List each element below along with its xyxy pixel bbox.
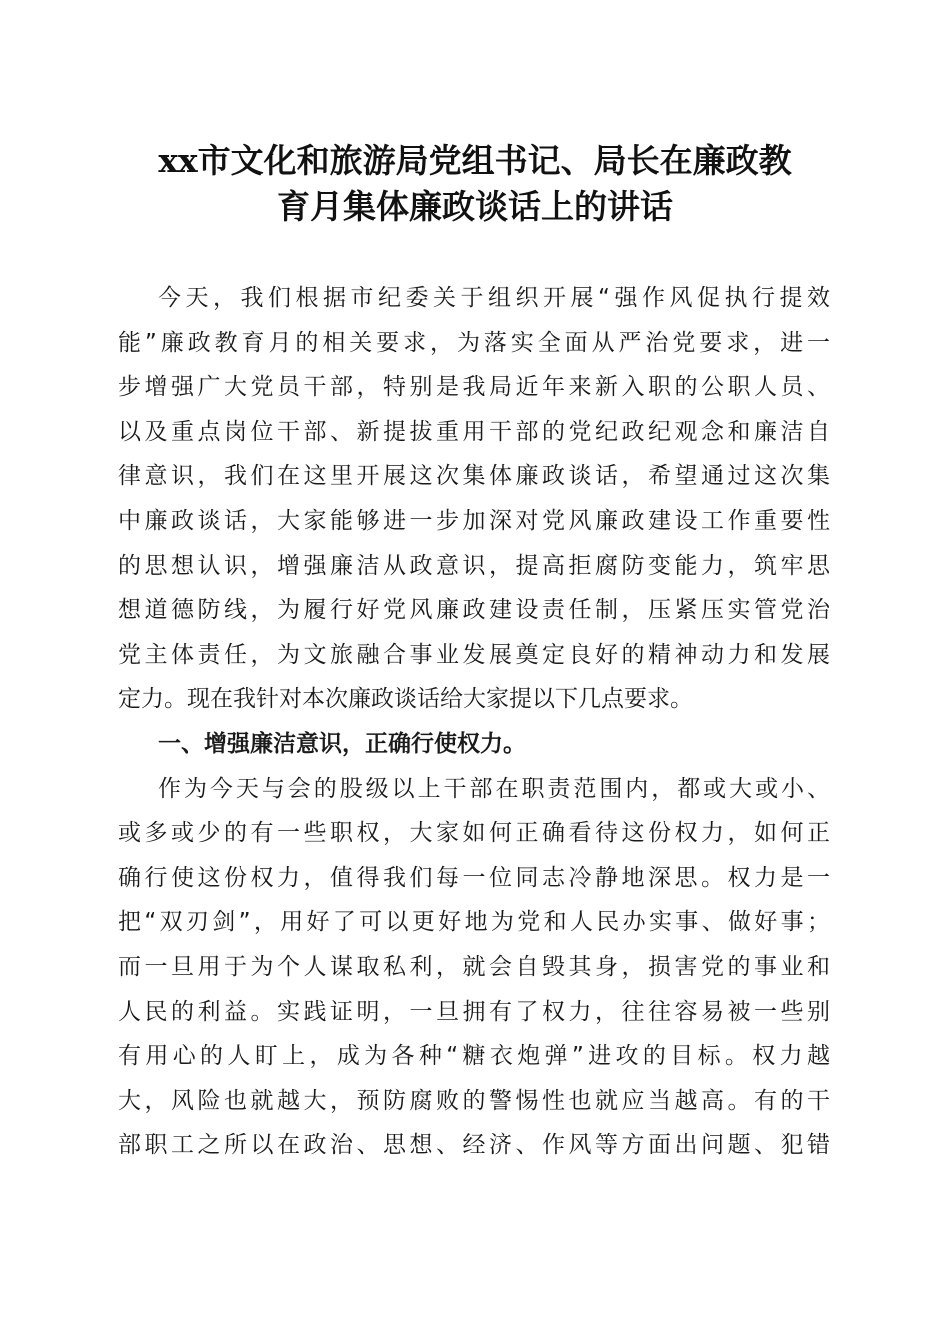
paragraph-line: 的思想认识，增强廉洁从政意识，提高拒腐防变能力，筑牢思 <box>118 552 830 579</box>
paragraph-line: 以及重点岗位干部、新提拔重用干部的党纪政纪观念和廉洁自 <box>118 418 830 445</box>
paragraph-line: 大，风险也就越大，预防腐败的警惕性也就应当越高。有的干 <box>118 1087 830 1114</box>
document-body <box>118 276 830 1168</box>
paragraph-line: 律意识，我们在这里开展这次集体廉政谈话，希望通过这次集 <box>118 463 830 490</box>
document-title <box>100 138 850 230</box>
paragraph-line: 人民的利益。实践证明，一旦拥有了权力，往往容易被一些别 <box>118 998 830 1025</box>
paragraph-2 <box>118 767 830 1168</box>
paragraph-line: 想道德防线，为履行好党风廉政建设责任制，压紧压实管党治 <box>118 597 830 624</box>
paragraph-line: 把“双刃剑”，用好了可以更好地为党和人民办实事、做好事； <box>118 909 830 936</box>
paragraph-line: 确行使这份权力，值得我们每一位同志冷静地深思。权力是一 <box>118 864 830 891</box>
title-line: 育月集体廉政谈话上的讲话 <box>277 187 673 226</box>
paragraph-line: 或多或少的有一些职权，大家如何正确看待这份权力，如何正 <box>118 820 830 847</box>
section-heading: 一、增强廉洁意识，正确行使权力。 <box>158 730 526 757</box>
paragraph-line: 今天，我们根据市纪委关于组织开展“强作风促执行提效 <box>158 285 830 311</box>
paragraph-line: 步增强广大党员干部，特别是我局近年来新入职的公职人员、 <box>118 374 830 401</box>
paragraph-line: 作为今天与会的股级以上干部在职责范围内，都或大或小、 <box>158 775 830 802</box>
paragraph-line: 部职工之所以在政治、思想、经济、作风等方面出问题、犯错 <box>118 1132 830 1159</box>
paragraph-line: 定力。现在我针对本次廉政谈话给大家提以下几点要求。 <box>118 686 693 713</box>
paragraph-line: 党主体责任，为文旅融合事业发展奠定良好的精神动力和发展 <box>118 641 830 668</box>
paragraph-line: 中廉政谈话，大家能够进一步加深对党风廉政建设工作重要性 <box>118 507 830 534</box>
paragraph-1 <box>118 276 830 722</box>
title-line: xx市文化和旅游局党组书记、局长在廉政教 <box>158 141 792 180</box>
paragraph-line: 能”廉政教育月的相关要求，为落实全面从严治党要求，进一 <box>118 329 830 356</box>
paragraph-line: 而一旦用于为个人谋取私利，就会自毁其身，损害党的事业和 <box>118 953 830 980</box>
paragraph-line: 有用心的人盯上，成为各种“糖衣炮弹”进攻的目标。权力越 <box>118 1043 830 1070</box>
